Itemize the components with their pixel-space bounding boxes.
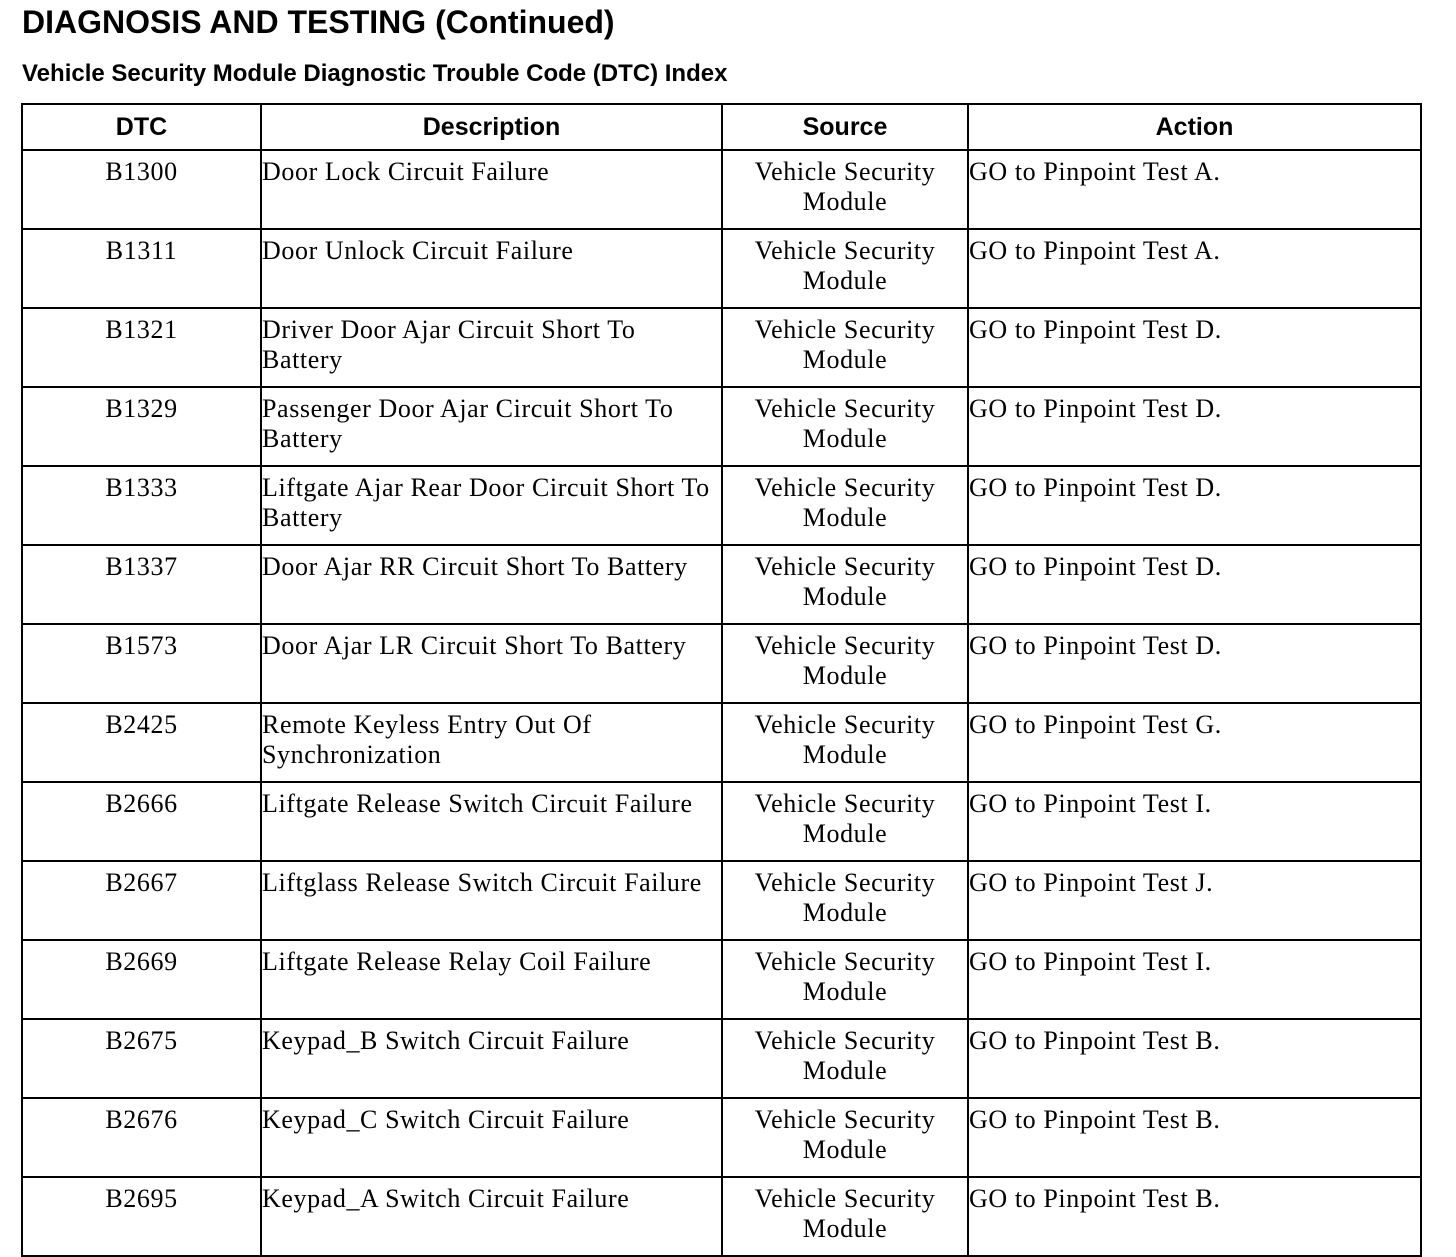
dtc-code-cell: B1573	[22, 624, 261, 703]
table-title: Vehicle Security Module Diagnostic Trouble Code (DTC) Index	[22, 60, 728, 87]
table-header-row	[22, 104, 1421, 150]
description-cell: Keypad_C Switch Circuit Failure	[261, 1098, 722, 1177]
action-cell: GO to Pinpoint Test D.	[968, 387, 1421, 466]
action-cell: GO to Pinpoint Test A.	[968, 229, 1421, 308]
description-cell: Door Lock Circuit Failure	[261, 150, 722, 229]
source-cell: Vehicle Security Module	[722, 1019, 968, 1098]
table-row	[22, 1098, 1421, 1177]
dtc-code-cell: B1333	[22, 466, 261, 545]
table-body	[22, 150, 1421, 1256]
dtc-code-cell: B1337	[22, 545, 261, 624]
page-title: DIAGNOSIS AND TESTING (Continued)	[22, 4, 615, 40]
table-row	[22, 624, 1421, 703]
description-cell: Liftglass Release Switch Circuit Failure	[261, 861, 722, 940]
description-cell: Liftgate Release Relay Coil Failure	[261, 940, 722, 1019]
table-row	[22, 1177, 1421, 1256]
action-cell: GO to Pinpoint Test B.	[968, 1098, 1421, 1177]
source-cell: Vehicle Security Module	[722, 782, 968, 861]
source-cell: Vehicle Security Module	[722, 387, 968, 466]
column-header-source: Source	[722, 104, 968, 150]
action-cell: GO to Pinpoint Test G.	[968, 703, 1421, 782]
description-cell: Passenger Door Ajar Circuit Short To Battery	[261, 387, 722, 466]
source-cell: Vehicle Security Module	[722, 308, 968, 387]
table-row	[22, 940, 1421, 1019]
source-cell: Vehicle Security Module	[722, 229, 968, 308]
dtc-code-cell: B1329	[22, 387, 261, 466]
dtc-code-cell: B2667	[22, 861, 261, 940]
dtc-code-cell: B2666	[22, 782, 261, 861]
action-cell: GO to Pinpoint Test D.	[968, 466, 1421, 545]
action-cell: GO to Pinpoint Test I.	[968, 782, 1421, 861]
column-header-action: Action	[968, 104, 1421, 150]
column-header-description: Description	[261, 104, 722, 150]
description-cell: Liftgate Release Switch Circuit Failure	[261, 782, 722, 861]
table-row	[22, 703, 1421, 782]
source-cell: Vehicle Security Module	[722, 703, 968, 782]
dtc-code-cell: B1300	[22, 150, 261, 229]
source-cell: Vehicle Security Module	[722, 861, 968, 940]
dtc-code-cell: B1311	[22, 229, 261, 308]
table-row	[22, 1019, 1421, 1098]
source-cell: Vehicle Security Module	[722, 940, 968, 1019]
table-row	[22, 308, 1421, 387]
column-header-dtc: DTC	[22, 104, 261, 150]
table-row	[22, 466, 1421, 545]
description-cell: Driver Door Ajar Circuit Short To Battery	[261, 308, 722, 387]
action-cell: GO to Pinpoint Test J.	[968, 861, 1421, 940]
dtc-code-cell: B2695	[22, 1177, 261, 1256]
dtc-code-cell: B2669	[22, 940, 261, 1019]
action-cell: GO to Pinpoint Test I.	[968, 940, 1421, 1019]
dtc-code-cell: B2425	[22, 703, 261, 782]
dtc-index-table	[21, 103, 1422, 1257]
action-cell: GO to Pinpoint Test B.	[968, 1177, 1421, 1256]
description-cell: Keypad_B Switch Circuit Failure	[261, 1019, 722, 1098]
dtc-code-cell: B2675	[22, 1019, 261, 1098]
dtc-code-cell: B2676	[22, 1098, 261, 1177]
table-row	[22, 861, 1421, 940]
description-cell: Remote Keyless Entry Out Of Synchronization	[261, 703, 722, 782]
description-cell: Door Ajar RR Circuit Short To Battery	[261, 545, 722, 624]
source-cell: Vehicle Security Module	[722, 624, 968, 703]
table-row	[22, 150, 1421, 229]
table-row	[22, 545, 1421, 624]
description-cell: Keypad_A Switch Circuit Failure	[261, 1177, 722, 1256]
dtc-code-cell: B1321	[22, 308, 261, 387]
source-cell: Vehicle Security Module	[722, 545, 968, 624]
source-cell: Vehicle Security Module	[722, 1098, 968, 1177]
source-cell: Vehicle Security Module	[722, 466, 968, 545]
description-cell: Door Unlock Circuit Failure	[261, 229, 722, 308]
action-cell: GO to Pinpoint Test D.	[968, 308, 1421, 387]
table-row	[22, 782, 1421, 861]
action-cell: GO to Pinpoint Test A.	[968, 150, 1421, 229]
source-cell: Vehicle Security Module	[722, 150, 968, 229]
table-row	[22, 387, 1421, 466]
description-cell: Liftgate Ajar Rear Door Circuit Short To Battery	[261, 466, 722, 545]
table-row	[22, 229, 1421, 308]
source-cell: Vehicle Security Module	[722, 1177, 968, 1256]
action-cell: GO to Pinpoint Test D.	[968, 624, 1421, 703]
action-cell: GO to Pinpoint Test B.	[968, 1019, 1421, 1098]
action-cell: GO to Pinpoint Test D.	[968, 545, 1421, 624]
description-cell: Door Ajar LR Circuit Short To Battery	[261, 624, 722, 703]
